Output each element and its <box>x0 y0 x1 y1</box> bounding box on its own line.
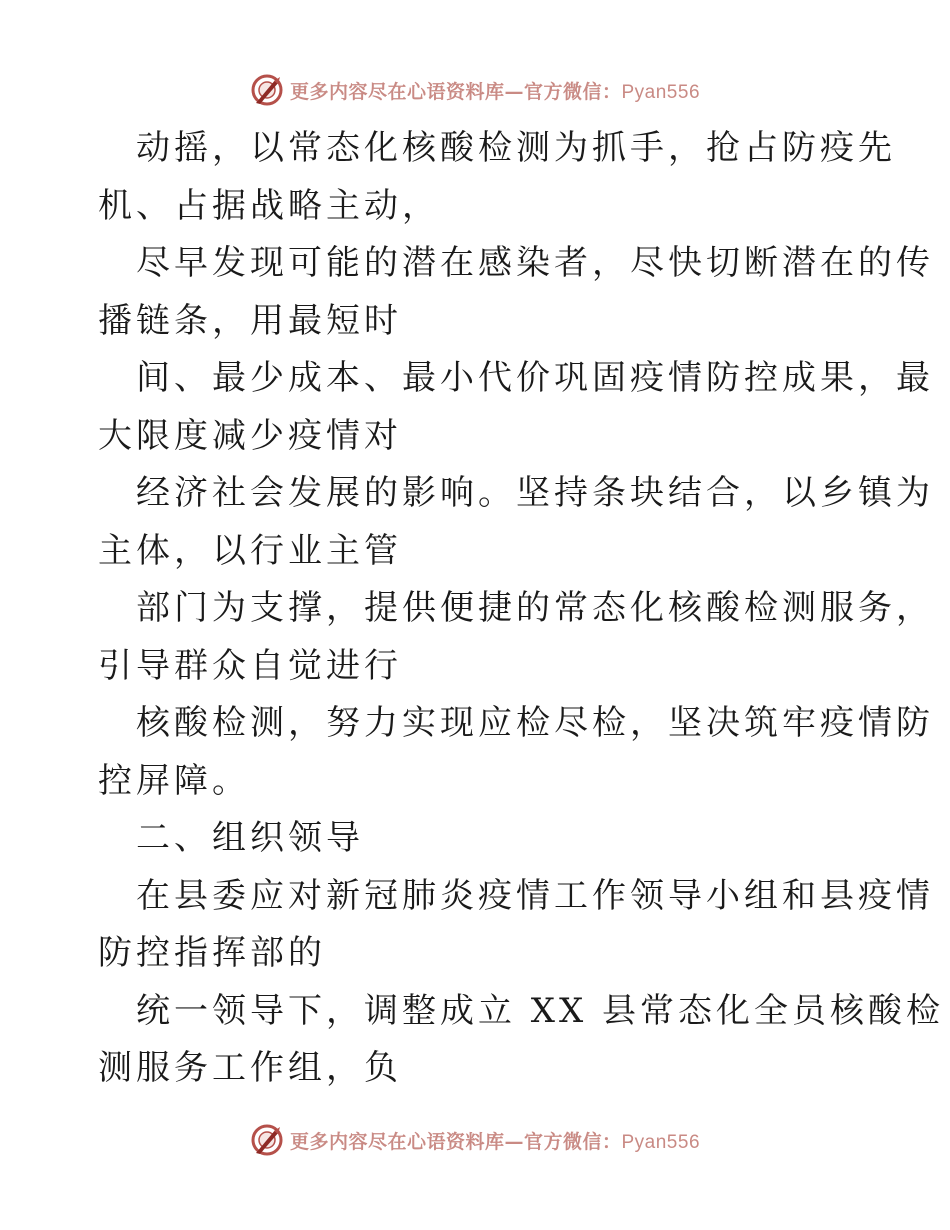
section-heading: 二、组织领导 <box>136 818 364 858</box>
header-watermark <box>0 70 950 110</box>
body-line: 播链条，用最短时 <box>98 300 402 341</box>
body-line: 机、占据战略主动， <box>98 185 440 226</box>
body-line: 测服务工作组，负 <box>98 1048 402 1088</box>
body-line: 核酸检测，努力实现应检尽检，坚决筑牢疫情防 <box>136 703 934 743</box>
body-line: 引导群众自觉进行 <box>98 645 402 686</box>
footer-watermark <box>0 1120 950 1160</box>
body-line: 间、最少成本、最小代价巩固疫情防控成果，最 <box>136 358 934 398</box>
body-line: 主体，以行业主管 <box>98 530 402 571</box>
body-line: 部门为支撑，提供便捷的常态化核酸检测服务， <box>136 588 934 628</box>
body-line: 经济社会发展的影响。坚持条块结合，以乡镇为 <box>136 473 934 513</box>
document-body <box>98 120 945 1098</box>
quill-seal-icon <box>250 73 284 107</box>
header-watermark-text: 更多内容尽在心语资料库—官方微信：Pyan556 <box>289 80 701 103</box>
body-line: 防控指挥部的 <box>98 933 326 973</box>
footer-watermark-id: Pyan556 <box>621 1131 701 1153</box>
body-line: 控屏障。 <box>98 760 250 801</box>
header-watermark-id: Pyan556 <box>621 81 701 103</box>
body-line: 大限度减少疫情对 <box>98 415 402 456</box>
body-line: 统一领导下，调整成立 XX 县常态化全员核酸检 <box>136 990 945 1031</box>
quill-seal-icon <box>250 1123 284 1157</box>
body-line: 尽早发现可能的潜在感染者，尽快切断潜在的传 <box>136 243 934 283</box>
footer-watermark-text: 更多内容尽在心语资料库—官方微信：Pyan556 <box>289 1130 701 1153</box>
body-line: 动摇，以常态化核酸检测为抓手，抢占防疫先 <box>136 128 896 168</box>
body-line: 在县委应对新冠肺炎疫情工作领导小组和县疫情 <box>136 875 934 916</box>
